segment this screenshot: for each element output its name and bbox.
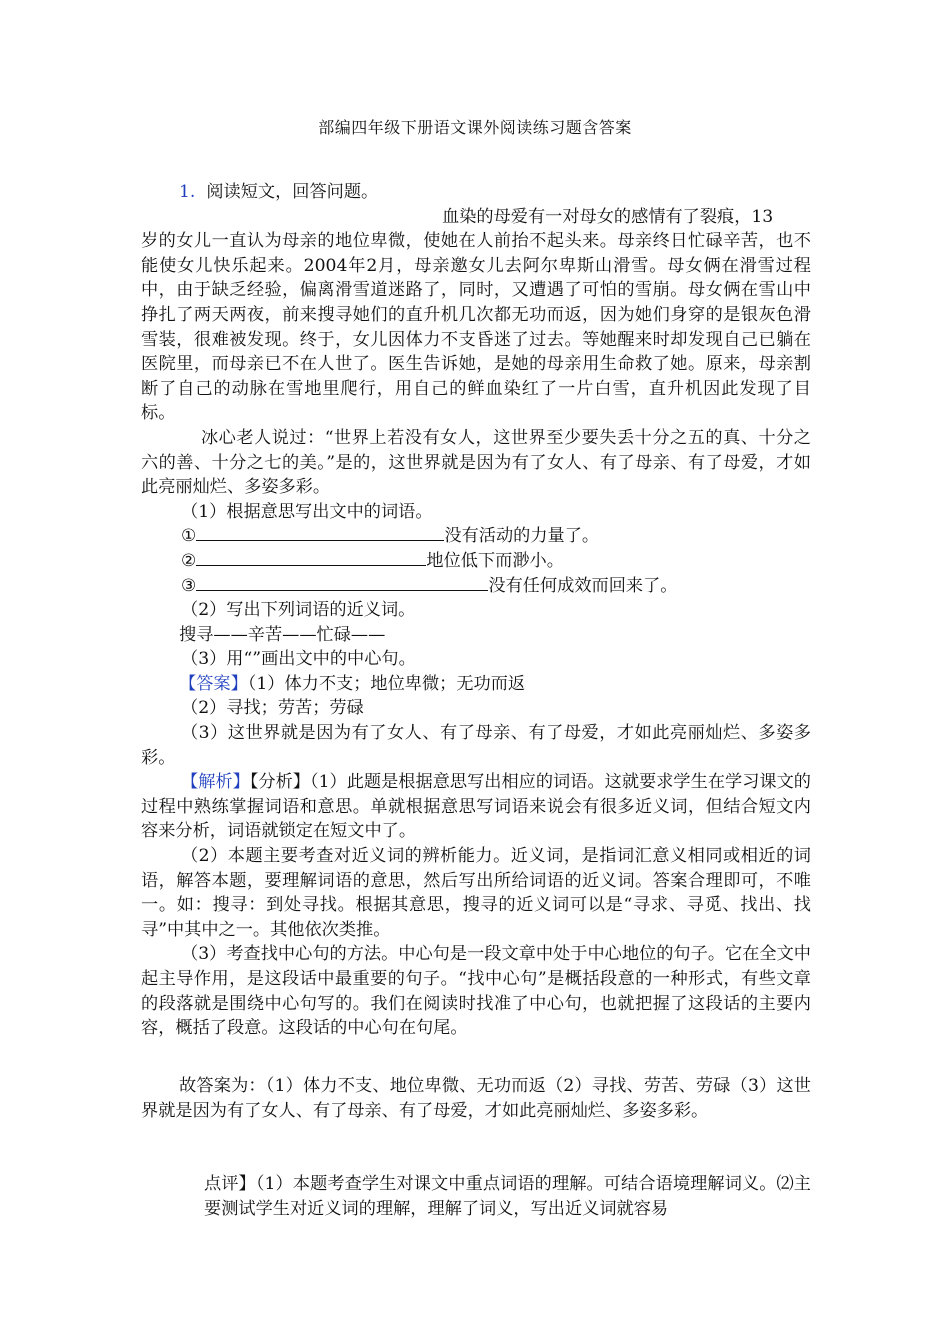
answer-blank[interactable] xyxy=(196,574,488,591)
item-text: 地位低下而渺小。 xyxy=(426,550,564,571)
item-marker: ① xyxy=(181,526,197,547)
item-text: 没有活动的力量了。 xyxy=(444,526,600,547)
item-marker: ② xyxy=(181,550,197,571)
synonym-words: 搜寻——辛苦——忙碌—— xyxy=(179,624,386,645)
answer-line-2: （2）寻找；劳苦；劳碌 xyxy=(181,698,364,719)
answer-text-1: （1）体力不支；地位卑微；无功而返 xyxy=(247,673,526,694)
analysis-paragraph-2: （2）本题主要考查对近义词的辨析能力。近义词，是指词汇意义相同或相近的词语，解答本题，要理解词语的意思，然后写出所给词语的近义词。答案合理即可，不唯一。如：搜寻：到处寻找。根据其意思，搜寻的近义词可以是“寻求、寻觅、找出、找寻”中其中之一。其他依次类推。 xyxy=(141,846,811,940)
question-prompt: 阅读短文，回答问题。 xyxy=(206,182,379,202)
question-line xyxy=(141,180,811,205)
sub-question-3: （3）用“”画出文中的中心句。 xyxy=(181,649,416,670)
item-text: 没有任何成效而回来了。 xyxy=(488,575,678,596)
comment-block xyxy=(204,1172,811,1221)
passage-paragraph-2: 冰心老人说过：“世界上若没有女人，这世界至少要失丢十分之五的真、十分之六的善、十分之七的美。”是的，这世界就是因为有了女人、有了母亲、有了母爱，才如此亮丽灿烂、多姿多彩。 xyxy=(141,427,811,498)
analysis-tag: 【解析】 xyxy=(181,772,250,793)
summary-block xyxy=(141,1074,811,1123)
answer-line-3: （3）这世界就是因为有了女人、有了母亲、有了母爱，才如此亮丽灿烂、多姿多彩。 xyxy=(141,723,811,768)
comment-text: 点评】（1）本题考查学生对课文中重点词语的理解。可结合语境理解词义。⑵主要测试学生对近义词的理解，理解了词义，写出近义词就容易 xyxy=(204,1174,811,1219)
answer-blank[interactable] xyxy=(196,549,426,566)
answer-blank[interactable] xyxy=(196,524,444,541)
analysis-paragraph-3: （3）考查找中心句的方法。中心句是一段文章中处于中心地位的句子。它在全文中起主导作用，是这段话中最重要的句子。“找中心句”是概括段意的一种形式，有些文章的段落就是围绕中心句写的。我们在阅读时找准了中心句，也就把握了这段话的主要内容，概括了段意。这段话的中心句在句尾。 xyxy=(141,944,811,1039)
fill-item-3 xyxy=(141,574,811,599)
answer-line-1 xyxy=(141,672,811,697)
sub-question-1: （1）根据意思写出文中的词语。 xyxy=(181,501,433,522)
analysis-text-1: 【分析】（1）此题是根据意思写出相应的词语。这就要求学生在学习课文的过程中熟练掌握词语和意思。单就根据意思写词语来说会有很多近义词，但结合短文内容来分析，词语就锁定在短文中了。 xyxy=(141,772,811,842)
question-block xyxy=(141,180,811,1041)
answer-tag: 【答案】 xyxy=(179,673,248,694)
fill-item-2 xyxy=(141,549,811,574)
passage-first-line: 血染的母爱有一对母女的感情有了裂痕，13 xyxy=(442,206,774,227)
question-number: 1. xyxy=(179,182,196,202)
fill-item-1 xyxy=(141,524,811,549)
item-marker: ③ xyxy=(181,575,197,596)
passage-paragraph-1: 岁的女儿一直认为母亲的地位卑微，使她在人前抬不起头来。母亲终日忙碌辛苦，也不能使女儿快乐起来。2004年2月，母亲邀女儿去阿尔卑斯山滑雪。母女俩在滑雪过程中，由于缺乏经验，偏离滑雪道迷路了，同时，又遭遇了可怕的雪崩。母女俩在雪山中挣扎了两天两夜，前来搜寻她们的直升机几次都无功而返，因为她们身穿的是银灰色滑雪装，很难被发现。终于，女儿因体力不支昏迷了过去。等她醒来时却发现自己已躺在医院里，而母亲已不在人世了。医生告诉她，是她的母亲用生命救了她。原来，母亲割断了自己的动脉在雪地里爬行，用自己的鲜血染红了一片白雪，直升机因此发现了目标。 xyxy=(141,231,811,424)
answer-summary: 故答案为：（1）体力不支、地位卑微、无功而返（2）寻找、劳苦、劳碌（3）这世界就是因为有了女人、有了母亲、有了母爱，才如此亮丽灿烂、多姿多彩。 xyxy=(141,1076,811,1121)
page-title: 部编四年级下册语文课外阅读练习题含答案 xyxy=(318,118,632,137)
analysis-paragraph-1 xyxy=(141,770,811,844)
sub-question-2: （2）写出下列词语的近义词。 xyxy=(181,600,416,621)
